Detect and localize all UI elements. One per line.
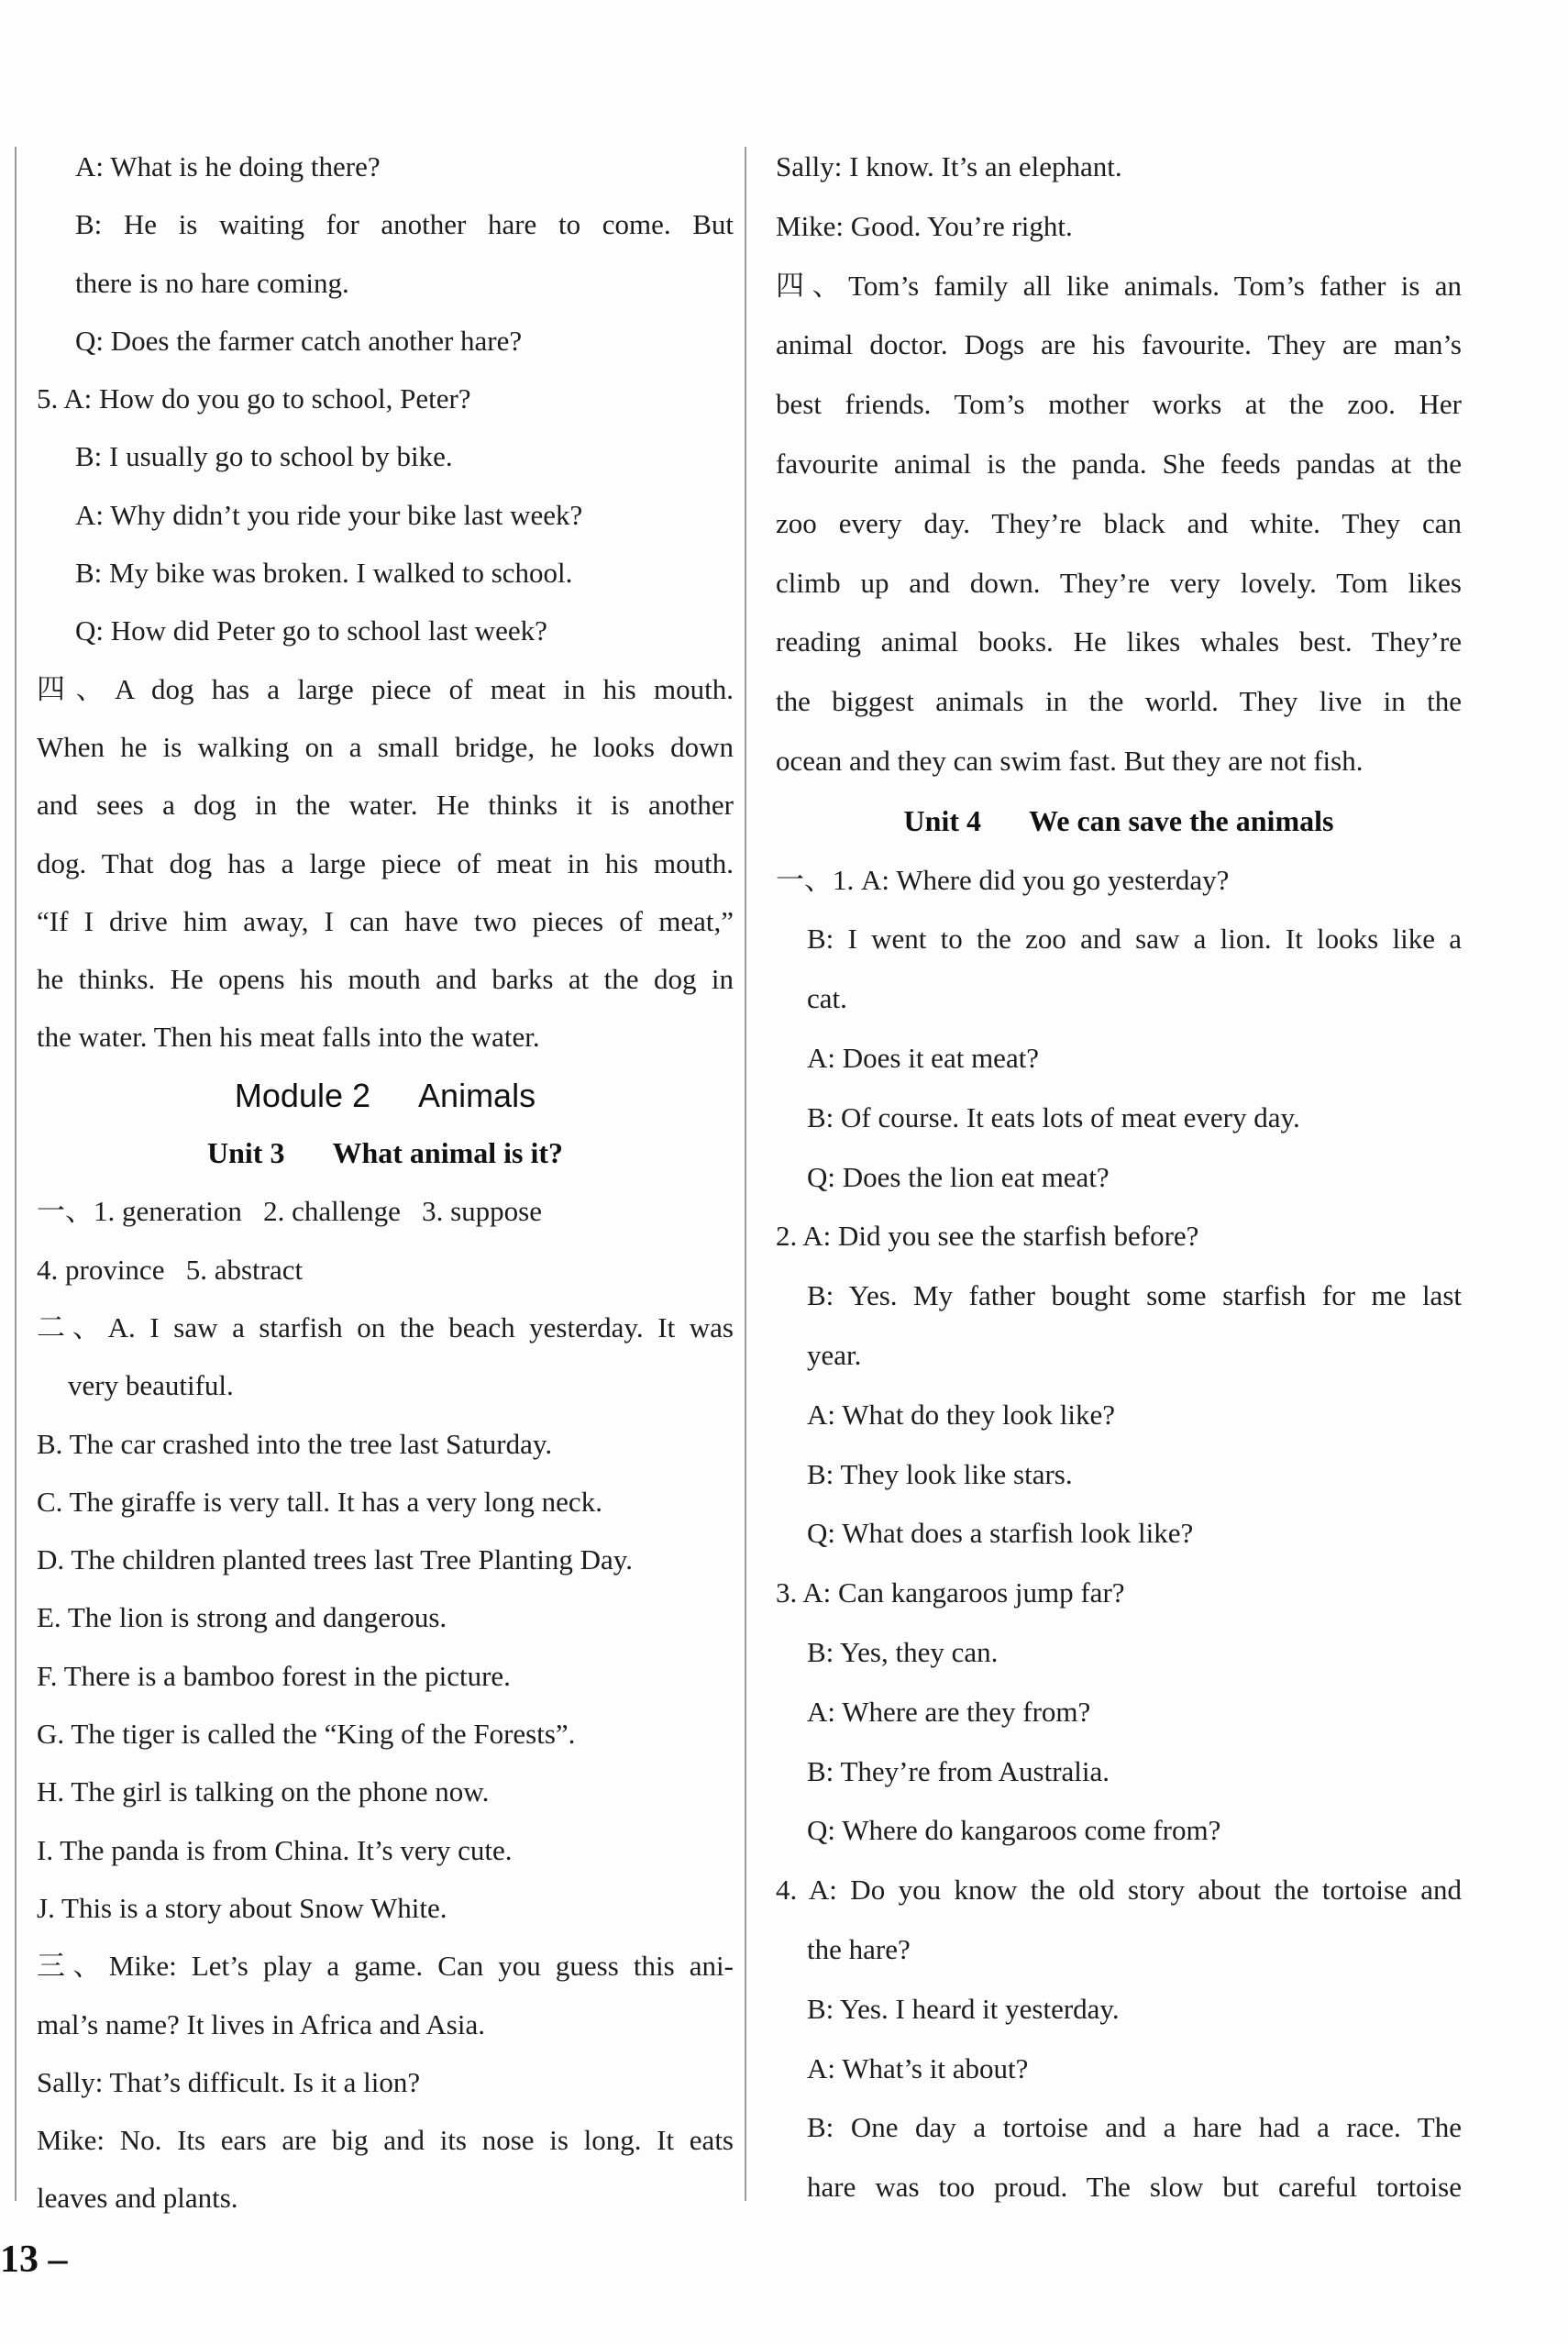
text-line: there is no hare coming.: [75, 266, 349, 299]
text-line: Q: Where do kangaroos come from?: [807, 1814, 1221, 1847]
text-line: I. The panda is from China. It’s very cute.: [37, 1833, 513, 1866]
text-line: A: Does it eat meat?: [807, 1041, 1040, 1074]
text-line: B: I usually go to school by bike.: [75, 440, 453, 473]
text-line: B: Yes. I heard it yesterday.: [807, 1992, 1120, 2025]
text-line: Q: How did Peter go to school last week?: [75, 614, 547, 647]
text-line: Q: Does the farmer catch another hare?: [75, 324, 523, 357]
text-line: Sally: That’s difficult. Is it a lion?: [37, 2065, 421, 2098]
text-line: very beautiful.: [68, 1369, 234, 1402]
text-line: H. The girl is talking on the phone now.: [37, 1775, 490, 1808]
text-line: 2. A: Did you see the starfish before?: [776, 1220, 1199, 1253]
left-column: [37, 138, 734, 2228]
text-line: the hare?: [807, 1932, 911, 1965]
text-line: 四、A dog has a large piece of meat in his mouth.: [37, 672, 734, 705]
column-divider: [745, 147, 746, 2201]
text-line: 一、1. A: Where did you go yesterday?: [776, 863, 1230, 896]
text-line: 3. A: Can kangaroos jump far?: [776, 1576, 1125, 1609]
text-line: Q: What does a starfish look like?: [807, 1517, 1194, 1550]
text-line: best friends. Tom’s mother works at the zoo. Her: [776, 388, 1462, 421]
text-line: 四、Tom’s family all like animals. Tom’s father is an: [776, 269, 1462, 302]
text-line: 4. A: Do you know the old story about the tortoise and: [776, 1874, 1462, 1907]
text-line: F. There is a bamboo forest in the picture.: [37, 1659, 511, 1692]
module-title: Module 2: [234, 1076, 371, 1114]
text-line: A: Where are they from?: [807, 1695, 1091, 1728]
text-line: “If I drive him away, I can have two pieces of meat,”: [37, 904, 734, 937]
unit-name: We can save the animals: [1029, 803, 1334, 837]
left-margin-rule: [15, 147, 17, 2201]
unit-title: Unit 4: [903, 803, 981, 837]
text-line: he thinks. He opens his mouth and barks at the dog in: [37, 963, 734, 996]
module-name: Animals: [418, 1076, 536, 1114]
text-line: B: He is waiting for another hare to come. But: [75, 208, 734, 241]
text-line: B: One day a tortoise and a hare had a race. The: [807, 2111, 1462, 2144]
text-line: the biggest animals in the world. They live in the: [776, 685, 1462, 718]
text-line: Q: Does the lion eat meat?: [807, 1160, 1110, 1193]
module-heading: [37, 1067, 734, 1124]
text-line: 一、1. generation 2. challenge 3. suppose: [37, 1195, 542, 1228]
unit-title: Unit 3: [206, 1136, 285, 1170]
right-column: [776, 138, 1462, 2217]
text-line: climb up and down. They’re very lovely. Tom likes: [776, 566, 1462, 599]
text-line: B: Yes. My father bought some starfish for me last: [807, 1279, 1462, 1312]
text-line: B: I went to the zoo and saw a lion. It looks like a: [807, 923, 1462, 956]
text-line: animal doctor. Dogs are his favourite. They are man’s: [776, 328, 1462, 361]
text-line: A: Why didn’t you ride your bike last week?: [75, 498, 583, 531]
text-line: A: What do they look like?: [807, 1398, 1116, 1431]
text-line: Mike: Good. You’re right.: [776, 209, 1073, 242]
text-line: B: My bike was broken. I walked to school.: [75, 557, 573, 590]
text-line: the water. Then his meat falls into the water.: [37, 1021, 540, 1054]
unit-heading: [37, 1124, 734, 1182]
text-line: mal’s name? It lives in Africa and Asia.: [37, 2007, 485, 2040]
text-line: C. The giraffe is very tall. It has a very long neck.: [37, 1485, 602, 1518]
text-line: A: What is he doing there?: [75, 150, 381, 182]
text-line: and sees a dog in the water. He thinks it is another: [37, 789, 734, 822]
text-line: D. The children planted trees last Tree Planting Day.: [37, 1543, 634, 1576]
text-line: A: What’s it about?: [807, 2051, 1029, 2084]
unit-heading: [776, 791, 1462, 851]
text-line: reading animal books. He likes whales best. They’re: [776, 625, 1462, 658]
text-line: When he is walking on a small bridge, he looks down: [37, 730, 734, 763]
text-line: zoo every day. They’re black and white. They can: [776, 506, 1462, 539]
text-line: B: They’re from Australia.: [807, 1754, 1110, 1787]
text-line: 4. province 5. abstract: [37, 1253, 304, 1286]
text-line: Mike: No. Its ears are big and its nose is long. It eats: [37, 2124, 734, 2157]
text-line: J. This is a story about Snow White.: [37, 1891, 447, 1924]
unit-name: What animal is it?: [332, 1136, 564, 1170]
text-line: B: They look like stars.: [807, 1457, 1073, 1490]
text-line: B: Of course. It eats lots of meat every day.: [807, 1100, 1300, 1133]
text-line: 三、Mike: Let’s play a game. Can you guess this ani-: [37, 1950, 734, 1983]
text-line: cat.: [807, 982, 847, 1015]
text-line: hare was too proud. The slow but careful tortoise: [807, 2171, 1462, 2204]
text-line: favourite animal is the panda. She feeds pandas at the: [776, 447, 1462, 480]
text-line: 5. A: How do you go to school, Peter?: [37, 382, 471, 415]
text-line: B. The car crashed into the tree last Saturday.: [37, 1427, 553, 1460]
text-line: E. The lion is strong and dangerous.: [37, 1601, 447, 1634]
text-line: leaves and plants.: [37, 2182, 238, 2215]
text-line: dog. That dog has a large piece of meat in his mouth.: [37, 846, 734, 879]
text-line: 二、A. I saw a starfish on the beach yesterday. It was: [37, 1310, 734, 1343]
text-line: Sally: I know. It’s an elephant.: [776, 150, 1122, 182]
text-line: ocean and they can swim fast. But they are not fish.: [776, 744, 1364, 777]
page-number: 13 –: [0, 2239, 68, 2281]
text-line: G. The tiger is called the “King of the Forests”.: [37, 1718, 576, 1751]
text-line: B: Yes, they can.: [807, 1635, 999, 1668]
text-line: year.: [807, 1338, 862, 1371]
